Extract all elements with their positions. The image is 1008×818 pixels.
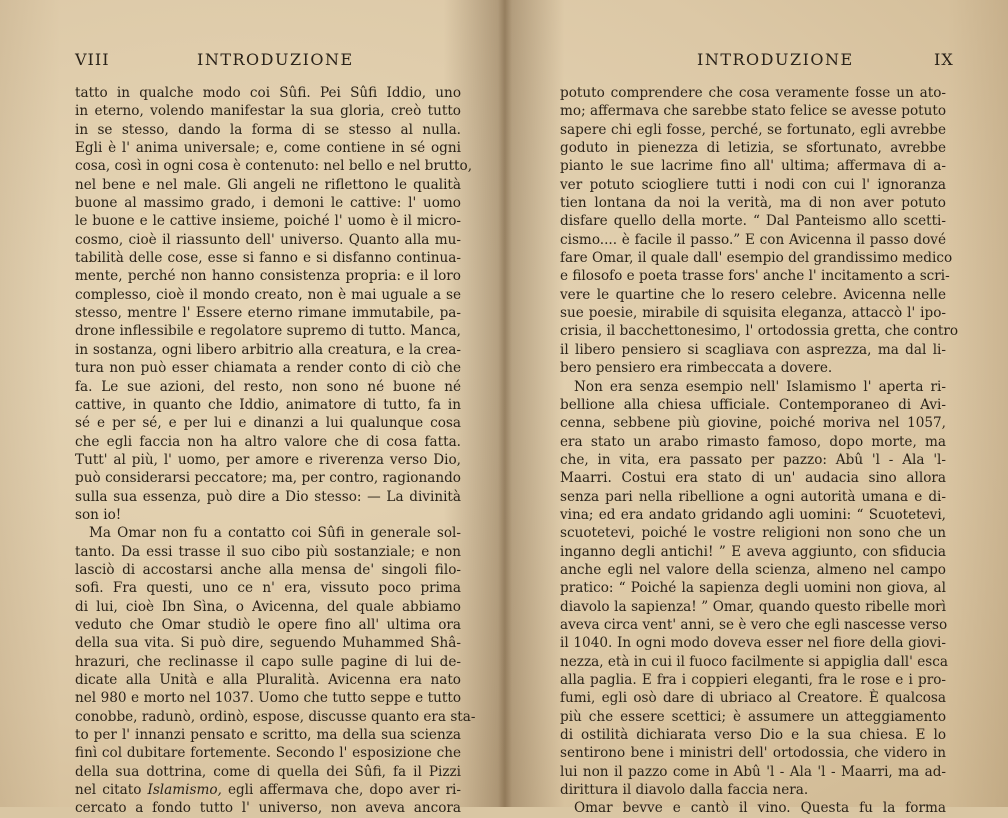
- right-page-number: IX: [934, 50, 954, 69]
- right-running-head: INTRODUZIONE: [697, 50, 854, 69]
- text-line: Non era senza esempio nell' Islamismo l' aperta ri-: [574, 378, 946, 395]
- text-line: il libero pensiero si scagliava con asprezza, ma dal li-: [560, 341, 946, 358]
- text-line: il 1040. In ogni modo doveva esser nel fiore della giovi-: [560, 635, 946, 652]
- text-line: mente, perché non hanno consistenza propria: e il loro: [75, 268, 461, 285]
- text-line: tatto in qualche modo coi Sûfi. Pei Sûfi Iddio, uno: [75, 85, 461, 101]
- text-line: nel bene e nel male. Gli angeli ne riflettono le qualità: [75, 176, 461, 193]
- text-line: cismo.... è facile il passo.” E con Avicenna il passo dové: [560, 231, 946, 248]
- text-line: che egli faccia non ha altro valore che di cosa fatta.: [75, 433, 461, 450]
- italic-title: Islamismo,: [147, 782, 222, 799]
- text-line: veduto che Omar studiò le opere fino all' ultima ora: [75, 616, 461, 633]
- text-line: fare Omar, il quale dall' esempio del grandissimo medico: [560, 250, 953, 267]
- text-line: Omar bevve e cantò il vino. Questa fu la forma: [574, 800, 946, 817]
- text-line: lui non il pazzo come in Abû 'l - Ala 'l - Maarri, ma ad-: [560, 763, 946, 780]
- text-line: tien lontana da noi la verità, ma di non aver potuto: [560, 195, 946, 212]
- text-line: bero pensiero era rimbeccata a dovere.: [560, 360, 833, 377]
- text-line: Ma Omar non fu a contatto coi Sûfi in generale sol-: [89, 525, 461, 542]
- text-line: goduto in pienezza di letizia, se sfortunato, avrebbe: [560, 140, 946, 157]
- text-line: diavolo la sapienza! ” Omar, quando questo ribelle morì: [560, 598, 946, 615]
- text-line: dicate alla Unità e alla Pluralità. Avicenna era nato: [75, 672, 461, 688]
- text-line: senza pari nella ribellione a ogni autorità umana e di-: [560, 488, 946, 505]
- text-line: buone al massimo grado, i demoni le cattive: l' uomo: [75, 195, 461, 212]
- text-line: e filosofo e poeta trasse fors' anche l' incitamento a scri-: [560, 268, 950, 285]
- text-line: pratico: “ Poiché la sapienza degli uomini non giova, al: [560, 580, 946, 597]
- text-line: Egli è l' anima universale; e, come contiene in sé ogni: [75, 140, 461, 157]
- text-line-with-italic: [75, 781, 461, 799]
- right-body-text: [560, 84, 959, 818]
- text-line: in se stesso, dando la forma di se stesso al nulla.: [75, 121, 461, 138]
- text-line: tura non può esser chiamata a render conto di ciò che: [75, 360, 461, 377]
- text-line: sapere chi egli fosse, perché, se fortunato, egli avrebbe: [560, 121, 946, 138]
- text-line: cattive, in quanto che Iddio, animatore di tutto, fa in: [75, 396, 461, 413]
- text-line: Tutt' al più, l' uomo, per amore e riverenza verso Dio,: [75, 451, 461, 468]
- text-line: son io!: [75, 506, 122, 523]
- text-line: tabilità delle cose, esse si fanno e si disfanno continua-: [75, 250, 461, 267]
- text-line: cosmo, cioè il riassunto dell' universo. Quanto alla mu-: [75, 231, 461, 248]
- text-line: scuotetevi, poiché le vostre religioni non sono che un: [560, 525, 946, 542]
- text-line: lasciò di accostarsi anche alla mensa de' singoli filo-: [75, 561, 461, 578]
- text-line: tanto. Da essi trasse il suo cibo più sostanziale; e non: [75, 543, 461, 560]
- text-line: crisia, il bacchettonesimo, l' ortodossia gretta, che contro: [560, 323, 959, 340]
- text-line: mo; affermava che sarebbe stato felice se avesse potuto: [560, 103, 947, 120]
- text-line: dirittura il diavolo dalla faccia nera.: [560, 782, 809, 799]
- text-line: pianto le sue lacrime fino all' ultima; affermava di a-: [560, 158, 946, 175]
- text-line: nezza, età in cui il fuoco facilmente si appiglia dall' esca: [560, 653, 948, 670]
- text-line: in sostanza, ogni libero arbitrio alla creatura, e la crea-: [75, 341, 461, 358]
- text-line: drone inflessibile e regolatore supremo di tutto. Manca,: [75, 323, 461, 340]
- text-line: stesso, mentre l' Essere eterno rimane immutabile, pa-: [75, 305, 461, 322]
- text-line: della sua dottrina, come di quella dei Sûfi, fa il Pizzi: [75, 763, 461, 780]
- text-line: sulla sua essenza, può dire a Dio stesso: — La divinità: [75, 488, 461, 505]
- right-page: [504, 0, 1008, 817]
- left-page: [0, 0, 504, 817]
- left-body-text: [75, 84, 476, 818]
- text-line: disfare quello della morte. “ Dal Panteismo allo scetti-: [560, 213, 946, 230]
- text-line: vere le quartine che lo resero celebre. Avicenna nelle: [560, 286, 946, 303]
- text-line: complesso, cioè il mondo creato, non è mai uguale a se: [75, 286, 461, 303]
- text-line: inganno degli antichi! ” E aveva aggiunto, con sfiducia: [560, 543, 946, 560]
- text-line: anche egli nel valore della scienza, almeno nel campo: [560, 561, 946, 578]
- text-line: ver potuto sciogliere tutti i nodi con cui l' ignoranza: [560, 176, 946, 193]
- text-line: to per l' innanzi pensato e scritto, ma della sua scienza: [75, 727, 461, 744]
- text-line: fa. Le sue azioni, del resto, non sono né buone né: [75, 378, 461, 395]
- text-line: sé e per sé, e per lui e dinanzi a lui qualunque cosa: [75, 415, 461, 432]
- text-line: della sua vita. Si può dire, seguendo Muhammed Shâ-: [75, 635, 461, 652]
- text-line: cercato a fondo tutto l' universo, non aveva ancora: [75, 800, 461, 817]
- text-line: di lui, cioè Ibn Sìna, o Avicenna, del quale abbiamo: [75, 598, 461, 615]
- left-running-head: INTRODUZIONE: [197, 50, 354, 69]
- text-line: vina; ed era andato gridando agli uomini: “ Scuotetevi,: [560, 506, 946, 523]
- text-line: Maarri. Costui era stato di un' audacia sino allora: [560, 470, 946, 487]
- text-line: nel 980 e morto nel 1037. Uomo che tutto seppe e tutto: [75, 690, 461, 707]
- text-line: sentirono bene i ministri dell' ortodossia, che videro in: [560, 745, 946, 762]
- text-line: cenna, sebbene più giovine, poiché moriva nel 1057,: [560, 415, 946, 432]
- text-segment: nel citato: [75, 782, 142, 799]
- text-line: di ostilità dichiarata verso Dio e la sua chiesa. E lo: [560, 727, 946, 744]
- text-line: sue poesie, mirabile di squisita eleganza, attaccò l' ipo-: [560, 305, 946, 322]
- text-line: aveva circa vent' anni, se è vero che egli nascesse verso: [560, 616, 948, 633]
- text-line: era stato un arabo rimasto famoso, dopo morte, ma: [560, 433, 946, 450]
- text-line: conobbe, radunò, ordinò, espose, discusse quanto era sta-: [75, 708, 476, 725]
- text-line: sofi. Fra questi, uno ce n' era, vissuto poco prima: [75, 580, 461, 597]
- text-line: che, in vita, era passato per pazzo: Abû 'l - Ala 'l-: [560, 451, 946, 468]
- text-line: in eterno, volendo manifestar la sua gloria, creò tutto: [75, 103, 461, 120]
- text-line: bellione alla chiesa ufficiale. Contemporaneo di Avi-: [560, 396, 946, 413]
- text-line: può considerarsi peccatore; ma, per contro, ragionando: [75, 470, 461, 487]
- text-line: potuto comprendere che cosa veramente fosse un ato-: [560, 85, 946, 101]
- text-segment: egli affermava che, dopo aver ri-: [227, 782, 462, 799]
- text-line: cosa, così in ogni cosa è contenuto: nel bello e nel brutto,: [75, 158, 473, 175]
- left-page-number: VIII: [75, 50, 110, 69]
- text-line: hrazuri, che reclinasse il capo sulle pagine di lui de-: [75, 653, 461, 670]
- text-line: finì col dubitare fortemente. Secondo l' esposizione che: [75, 745, 461, 762]
- text-line: le buone e le cattive insieme, poiché l' uomo è il micro-: [75, 213, 461, 230]
- text-line: alla paglia. E fra i coppieri eleganti, fra le rose e i pro-: [560, 672, 946, 688]
- text-line: più che essere scettici; è assumere un atteggiamento: [560, 708, 946, 725]
- text-line: fumi, egli osò dare di ubriaco al Creatore. È qualcosa: [560, 690, 946, 707]
